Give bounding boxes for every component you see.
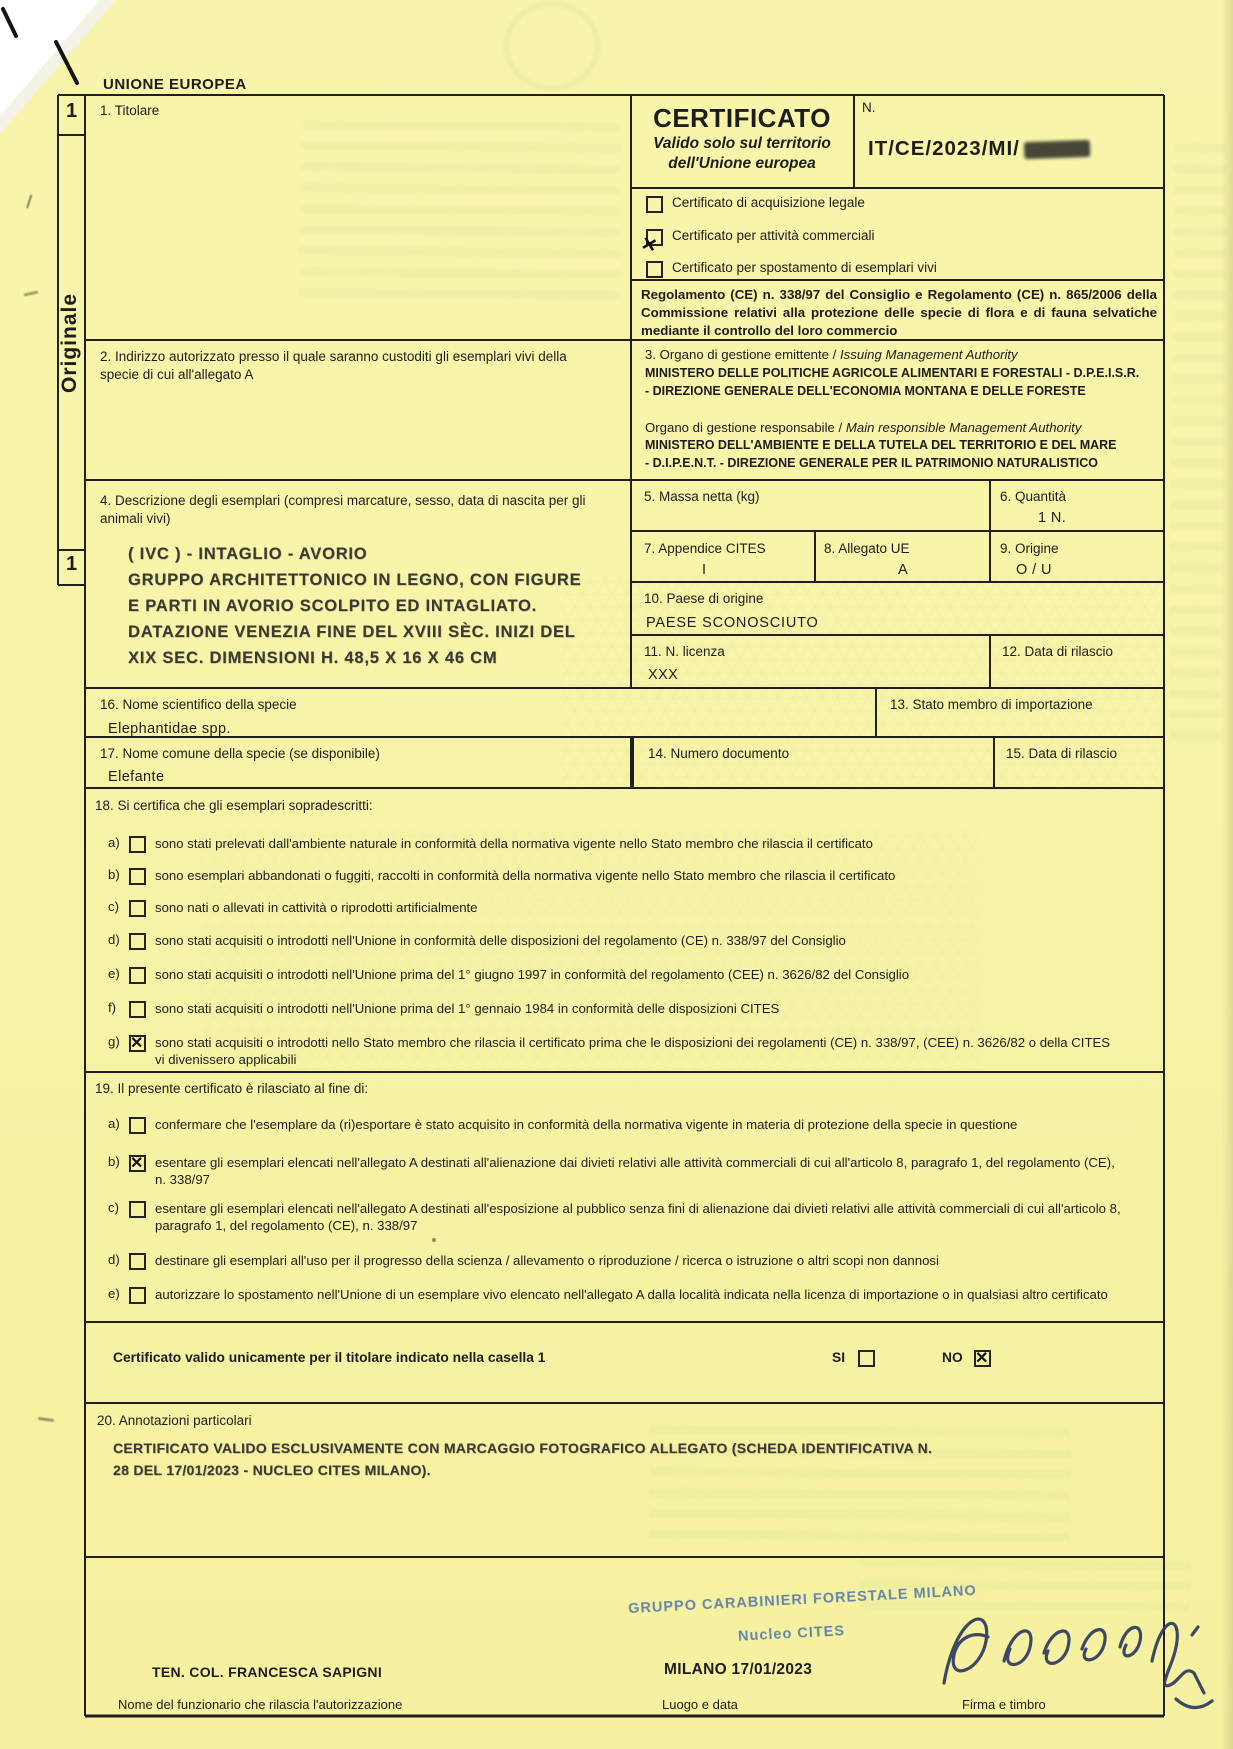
box3-responsible-line1: MINISTERO DELL'AMBIENTE E DELLA TUTELA DEL TERRITORIO E DEL MARE bbox=[645, 438, 1117, 452]
item-19a-checkbox[interactable] bbox=[129, 1117, 146, 1134]
box3-responsible-label bbox=[645, 420, 1081, 435]
type-commerciali-checkbox[interactable] bbox=[646, 229, 663, 246]
item-18g-text: sono stati acquisiti o introdotti nello Stato membro che rilascia il certificato prima che le disposizioni dei regolamenti (CE) n. 338/97, (CEE) n. 3626/82 o della CITES vi divenissero applicabili bbox=[155, 1035, 1111, 1067]
signature-scribble bbox=[930, 1565, 1225, 1730]
item-19e-checkbox[interactable] bbox=[129, 1287, 146, 1304]
box9-label: 9. Origine bbox=[1000, 541, 1059, 556]
box10-label: 10. Paese di origine bbox=[644, 591, 764, 606]
box1-label: 1. Titolare bbox=[100, 103, 160, 118]
validity-si-checkbox[interactable] bbox=[858, 1350, 875, 1367]
box3-issuing-label-it: 3. Organo di gestione emittente / bbox=[645, 347, 837, 362]
validity-text: Certificato valido unicamente per il titolare indicato nella casella 1 bbox=[113, 1350, 546, 1365]
number-smudge bbox=[1024, 140, 1091, 159]
item-19b-checkbox[interactable] bbox=[129, 1155, 146, 1172]
box9-value: O / U bbox=[1016, 562, 1052, 578]
type-commerciali-label: Certificato per attività commerciali bbox=[672, 228, 875, 243]
validity-si-label: SI bbox=[832, 1350, 846, 1365]
eu-label: UNIONE EUROPEA bbox=[103, 76, 247, 93]
box3-issuing-line1: MINISTERO DELLE POLITICHE AGRICOLE ALIMENTARI E FORESTALI - D.P.E.I.S.R. bbox=[645, 366, 1140, 380]
certificate-number bbox=[868, 137, 1090, 161]
box2-label: 2. Indirizzo autorizzato presso il quale saranno custoditi gli esemplari vivi della specie di cui all'allegato A bbox=[100, 349, 567, 382]
item-18e-text: sono stati acquisiti o introdotti nell'Unione prima del 1° giugno 1997 in conformità del regolamento (CEE) n. 3626/82 del Consiglio bbox=[155, 967, 910, 982]
box18-label: 18. Si certifica che gli esemplari sopradescritti: bbox=[95, 798, 373, 813]
validity-no-checkbox[interactable] bbox=[974, 1350, 991, 1367]
item-18a-checkbox[interactable] bbox=[129, 836, 146, 853]
item-19a-text: confermare che l'esemplare da (ri)esportare è stato acquisito in conformità della normativa vigente in materia di protezione della specie in questione bbox=[155, 1117, 1018, 1132]
item-19c-text: esentare gli esemplari elencati nell'allegato A destinati all'esposizione al pubblico senza fini di alienazione dai divieti relativi alle attività commerciali di cui all'articolo 8, paragrafo 1, del regolamento (CE), n. 338/97 bbox=[155, 1201, 1121, 1233]
item-18f-checkbox[interactable] bbox=[129, 1001, 146, 1018]
box11-label: 11. N. licenza bbox=[644, 644, 725, 659]
box11-value: XXX bbox=[648, 667, 679, 683]
box4-line2: GRUPPO ARCHITETTONICO IN LEGNO, CON FIGURE bbox=[128, 571, 582, 589]
item-19e-letter: e) bbox=[108, 1286, 120, 1301]
box17-label: 17. Nome comune della specie (se disponibile) bbox=[100, 746, 380, 761]
item-18g-checkbox[interactable] bbox=[129, 1035, 146, 1052]
box4-line5: XIX SEC. DIMENSIONI H. 48,5 X 16 X 46 CM bbox=[128, 649, 498, 667]
item-19b-text: esentare gli esemplari elencati nell'allegato A destinati all'alienazione dai divieti relativi alle attività commerciali di cui all'articolo 8, paragrafo 1, del regolamento (CE), n. 338/97 bbox=[155, 1155, 1115, 1187]
item-18b-letter: b) bbox=[108, 867, 120, 882]
item-19c-letter: c) bbox=[108, 1200, 119, 1215]
item-19c-checkbox[interactable] bbox=[129, 1201, 146, 1218]
place-date-label: Luogo e data bbox=[662, 1697, 738, 1712]
box3-issuing-line2: - DIREZIONE GENERALE DELL'ECONOMIA MONTANA E DELLE FORESTE bbox=[645, 384, 1086, 398]
box19-label: 19. Il presente certificato è rilasciato al fine di: bbox=[95, 1081, 369, 1096]
item-19e-text: autorizzare lo spostamento nell'Unione di un esemplare vivo elencato nell'allegato A dalla località indicata nella licenza di importazione o in qualsiasi altro certificato bbox=[155, 1287, 1108, 1302]
regulation-text: Regolamento (CE) n. 338/97 del Consiglio e Regolamento (CE) n. 865/2006 della Commissione relativi alla protezione delle specie di flora e di fauna selvatiche mediante il controllo del loro commercio bbox=[641, 287, 1157, 338]
item-19d-checkbox[interactable] bbox=[129, 1253, 146, 1270]
box3-issuing-label-en: Issuing Management Authority bbox=[840, 347, 1018, 362]
box6-value: 1 N. bbox=[1038, 510, 1067, 526]
item-18d-text: sono stati acquisiti o introdotti nell'Unione in conformità delle disposizioni del regolamento (CE) n. 338/97 del Consiglio bbox=[155, 933, 846, 948]
officer-label: Nome del funzionario che rilascia l'autorizzazione bbox=[118, 1697, 403, 1712]
item-19a-letter: a) bbox=[108, 1116, 120, 1131]
signature-label: Firma e timbro bbox=[962, 1697, 1046, 1712]
box6-label: 6. Quantità bbox=[1000, 489, 1067, 504]
item-18e-letter: e) bbox=[108, 966, 120, 981]
item-18e-checkbox[interactable] bbox=[129, 967, 146, 984]
box20-line2: 28 DEL 17/01/2023 - NUCLEO CITES MILANO). bbox=[113, 1462, 431, 1478]
box4-line1: ( IVC ) - INTAGLIO - AVORIO bbox=[128, 545, 368, 563]
type-spostamento-label: Certificato per spostamento di esemplari vivi bbox=[672, 260, 937, 275]
certificate-subtitle: Valido solo sul territorio dell'Unione europea bbox=[653, 135, 831, 172]
box3-responsible-label-en: Main responsible Management Authority bbox=[845, 420, 1082, 435]
box5-label: 5. Massa netta (kg) bbox=[644, 489, 760, 504]
box20-label: 20. Annotazioni particolari bbox=[97, 1413, 252, 1428]
box8-value: A bbox=[898, 562, 909, 578]
item-18g-letter: g) bbox=[108, 1034, 120, 1049]
item-18d-letter: d) bbox=[108, 932, 120, 947]
box3-issuing-label bbox=[645, 347, 1018, 362]
copy-number-top: 1 bbox=[65, 100, 78, 122]
forestry-stamp-line2: Nucleo CITES bbox=[737, 1623, 846, 1645]
item-18f-text: sono stati acquisiti o introdotti nell'Unione prima del 1° gennaio 1984 in conformità delle disposizioni CITES bbox=[155, 1001, 780, 1016]
item-18a-text: sono stati prelevati dall'ambiente naturale in conformità della normativa vigente nello Stato membro che rilascia il certificato bbox=[155, 836, 873, 851]
item-19d-text: destinare gli esemplari all'uso per il progresso della scienza / allevamento o riproduzione / ricerca o istruzione o altri scopi non dannosi bbox=[155, 1253, 939, 1268]
box7-label: 7. Appendice CITES bbox=[644, 541, 766, 556]
box20-line1: CERTIFICATO VALIDO ESCLUSIVAMENTE CON MARCAGGIO FOTOGRAFICO ALLEGATO (SCHEDA IDENTIFICATIVA N. bbox=[113, 1440, 933, 1456]
certificate-number-value: IT/CE/2023/MI/ bbox=[868, 137, 1020, 160]
type-acquisizione-label: Certificato di acquisizione legale bbox=[672, 195, 865, 210]
forestry-stamp-line1: GRUPPO CARABINIERI FORESTALE MILANO bbox=[627, 1582, 978, 1618]
item-18a-letter: a) bbox=[108, 835, 120, 850]
scan-speck bbox=[432, 1238, 436, 1242]
item-18d-checkbox[interactable] bbox=[129, 933, 146, 950]
box13-label: 13. Stato membro di importazione bbox=[890, 697, 1093, 712]
box7-value: I bbox=[702, 562, 707, 578]
item-18b-checkbox[interactable] bbox=[129, 868, 146, 885]
type-spostamento-checkbox[interactable] bbox=[646, 261, 663, 278]
box8-label: 8. Allegato UE bbox=[824, 541, 910, 556]
place-date: MILANO 17/01/2023 bbox=[664, 1661, 813, 1678]
number-label: N. bbox=[862, 100, 876, 115]
box12-label: 12. Data di rilascio bbox=[1002, 644, 1114, 659]
box16-label: 16. Nome scientifico della specie bbox=[100, 697, 297, 712]
box4-line4: DATAZIONE VENEZIA FINE DEL XVIII SÈC. INIZI DEL bbox=[128, 623, 576, 641]
item-19d-letter: d) bbox=[108, 1252, 120, 1267]
box4-label: 4. Descrizione degli esemplari (compresi marcature, sesso, data di nascita per gli animali vivi) bbox=[100, 493, 586, 526]
box16-value: Elephantidae spp. bbox=[108, 721, 231, 737]
item-19b-letter: b) bbox=[108, 1154, 120, 1169]
validity-no-label: NO bbox=[942, 1350, 963, 1365]
copy-number-bottom: 1 bbox=[65, 553, 78, 575]
item-18c-checkbox[interactable] bbox=[129, 900, 146, 917]
original-label: Originale bbox=[58, 292, 81, 393]
box3-responsible-line2: - D.I.P.E.N.T. - DIREZIONE GENERALE PER IL PATRIMONIO NATURALISTICO bbox=[645, 456, 1099, 470]
box15-label: 15. Data di rilascio bbox=[1006, 746, 1118, 761]
type-acquisizione-checkbox[interactable] bbox=[646, 196, 663, 213]
box4-line3: E PARTI IN AVORIO SCOLPITO ED INTAGLIATO. bbox=[128, 597, 537, 615]
certificate-title: CERTIFICATO bbox=[653, 103, 831, 133]
box10-value: PAESE SCONOSCIUTO bbox=[646, 615, 819, 631]
box17-value: Elefante bbox=[108, 769, 165, 785]
item-18f-letter: f) bbox=[108, 1000, 117, 1015]
box3-responsible-label-it: Organo di gestione responsabile / bbox=[645, 420, 843, 435]
officer-name: TEN. COL. FRANCESCA SAPIGNI bbox=[152, 1664, 383, 1680]
item-18c-text: sono nati o allevati in cattività o riprodotti artificialmente bbox=[155, 900, 478, 915]
item-18b-text: sono esemplari abbandonati o fuggiti, raccolti in conformità della normativa vigente nello Stato membro che rilascia il certificato bbox=[155, 868, 896, 883]
box14-label: 14. Numero documento bbox=[648, 746, 790, 761]
item-18c-letter: c) bbox=[108, 899, 119, 914]
